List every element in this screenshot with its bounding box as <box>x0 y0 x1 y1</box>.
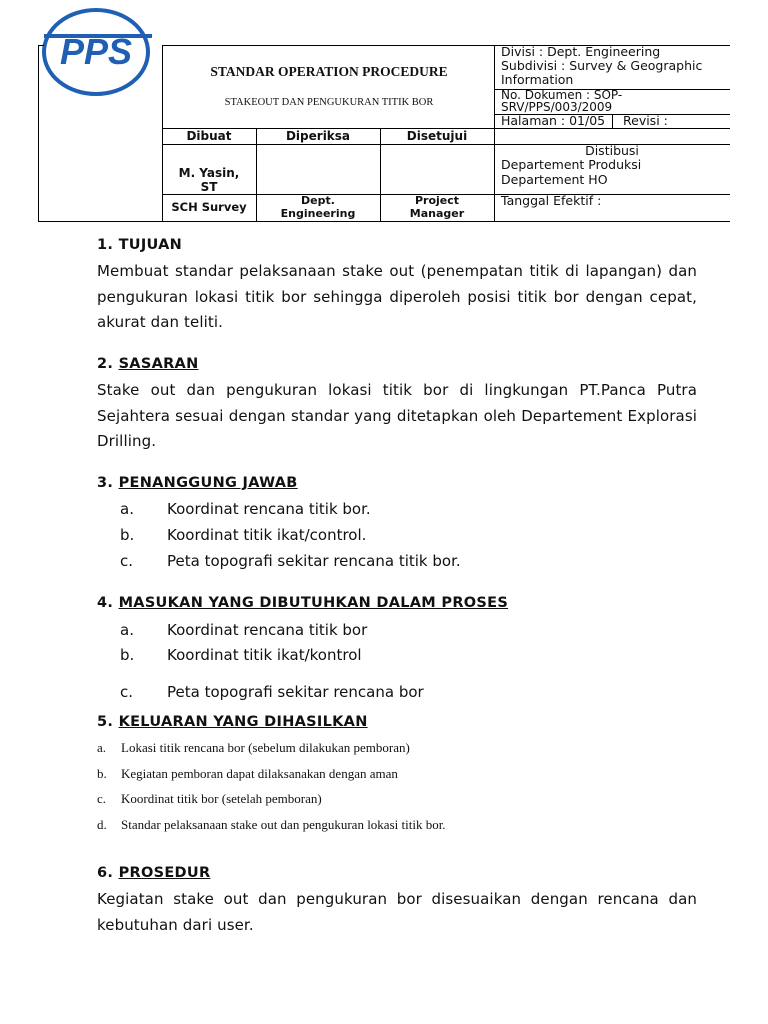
section-6-heading: 6. PROSEDUR <box>97 865 211 881</box>
no-dokumen-line1: No. Dokumen : SOP- <box>501 88 623 102</box>
col-disetujui: Disetujui <box>406 129 468 143</box>
role-pm-line2: Manager <box>409 207 465 220</box>
divisi: Divisi : Dept. Engineering <box>501 44 661 59</box>
section-6-line-1: Kegiatan stake out dan pengukuran bor disesuaikan dengan rencana dan <box>97 890 697 908</box>
signer-name-line2: ST <box>200 180 218 194</box>
col-diperiksa: Diperiksa <box>285 129 351 143</box>
subdivisi-line2: Information <box>501 72 574 87</box>
section-5-item-c: c. Koordinat titik bor (setelah pemboran) <box>97 791 322 806</box>
role-dept-line2: Engineering <box>280 207 356 220</box>
col-dibuat: Dibuat <box>186 129 232 143</box>
logo-text: PPS <box>59 31 133 72</box>
no-dokumen-line2: SRV/PPS/003/2009 <box>501 100 613 114</box>
tanggal-efektif: Tanggal Efektif : <box>501 193 602 208</box>
subdivisi-line1: Subdivisi : Survey & Geographic <box>501 58 703 73</box>
section-2-heading: 2. SASARAN <box>97 356 199 372</box>
section-5-item-d: d. Standar pelaksanaan stake out dan pengukuran lokasi titik bor. <box>97 817 446 832</box>
revisi: Revisi : <box>623 113 668 128</box>
distribusi-ho: Departement HO <box>501 172 608 187</box>
role-pm-line1: Project <box>414 194 460 207</box>
role-sch-survey: SCH Survey <box>171 200 247 214</box>
section-1-line-2: pengukuran lokasi titik bor sehingga diperoleh posisi titik bor dengan cepat, <box>97 288 697 306</box>
document-subtitle: STAKEOUT DAN PENGUKURAN TITIK BOR <box>224 97 434 108</box>
section-5-item-b: b. Kegiatan pemboran dapat dilaksanakan dengan aman <box>97 766 398 781</box>
document-title: STANDAR OPERATION PROCEDURE <box>210 64 448 79</box>
halaman: Halaman : 01/05 <box>501 113 606 128</box>
section-6-line-2: kebutuhan dari user. <box>97 916 254 934</box>
section-5-item-a: a. Lokasi titik rencana bor (sebelum dilakukan pemboran) <box>97 740 410 755</box>
pps-logo <box>40 6 158 98</box>
section-1-line-1: Membuat standar pelaksanaan stake out (penempatan titik di lapangan) dan <box>97 262 697 280</box>
section-5-heading: 5. KELUARAN YANG DIHASILKAN <box>97 714 368 730</box>
section-2-line-3: Drilling. <box>97 432 157 450</box>
section-2-line-2: Sejahtera sesuai dengan standar yang ditetapkan oleh Departement Explorasi <box>97 407 697 425</box>
role-dept-line1: Dept. <box>301 194 335 207</box>
distribusi-label: Distibusi <box>585 143 639 158</box>
section-1-line-3: akurat dan teliti. <box>97 313 223 331</box>
signer-name-line1: M. Yasin, <box>178 166 240 180</box>
section-2-line-1: Stake out dan pengukuran lokasi titik bor di lingkungan PT.Panca Putra <box>97 381 697 399</box>
section-3-heading: 3. PENANGGUNG JAWAB <box>97 475 298 491</box>
section-4-heading: 4. MASUKAN YANG DIBUTUHKAN DALAM PROSES <box>97 595 509 611</box>
section-1-heading: 1. TUJUAN <box>97 237 183 253</box>
distribusi-produksi: Departement Produksi <box>501 157 642 172</box>
